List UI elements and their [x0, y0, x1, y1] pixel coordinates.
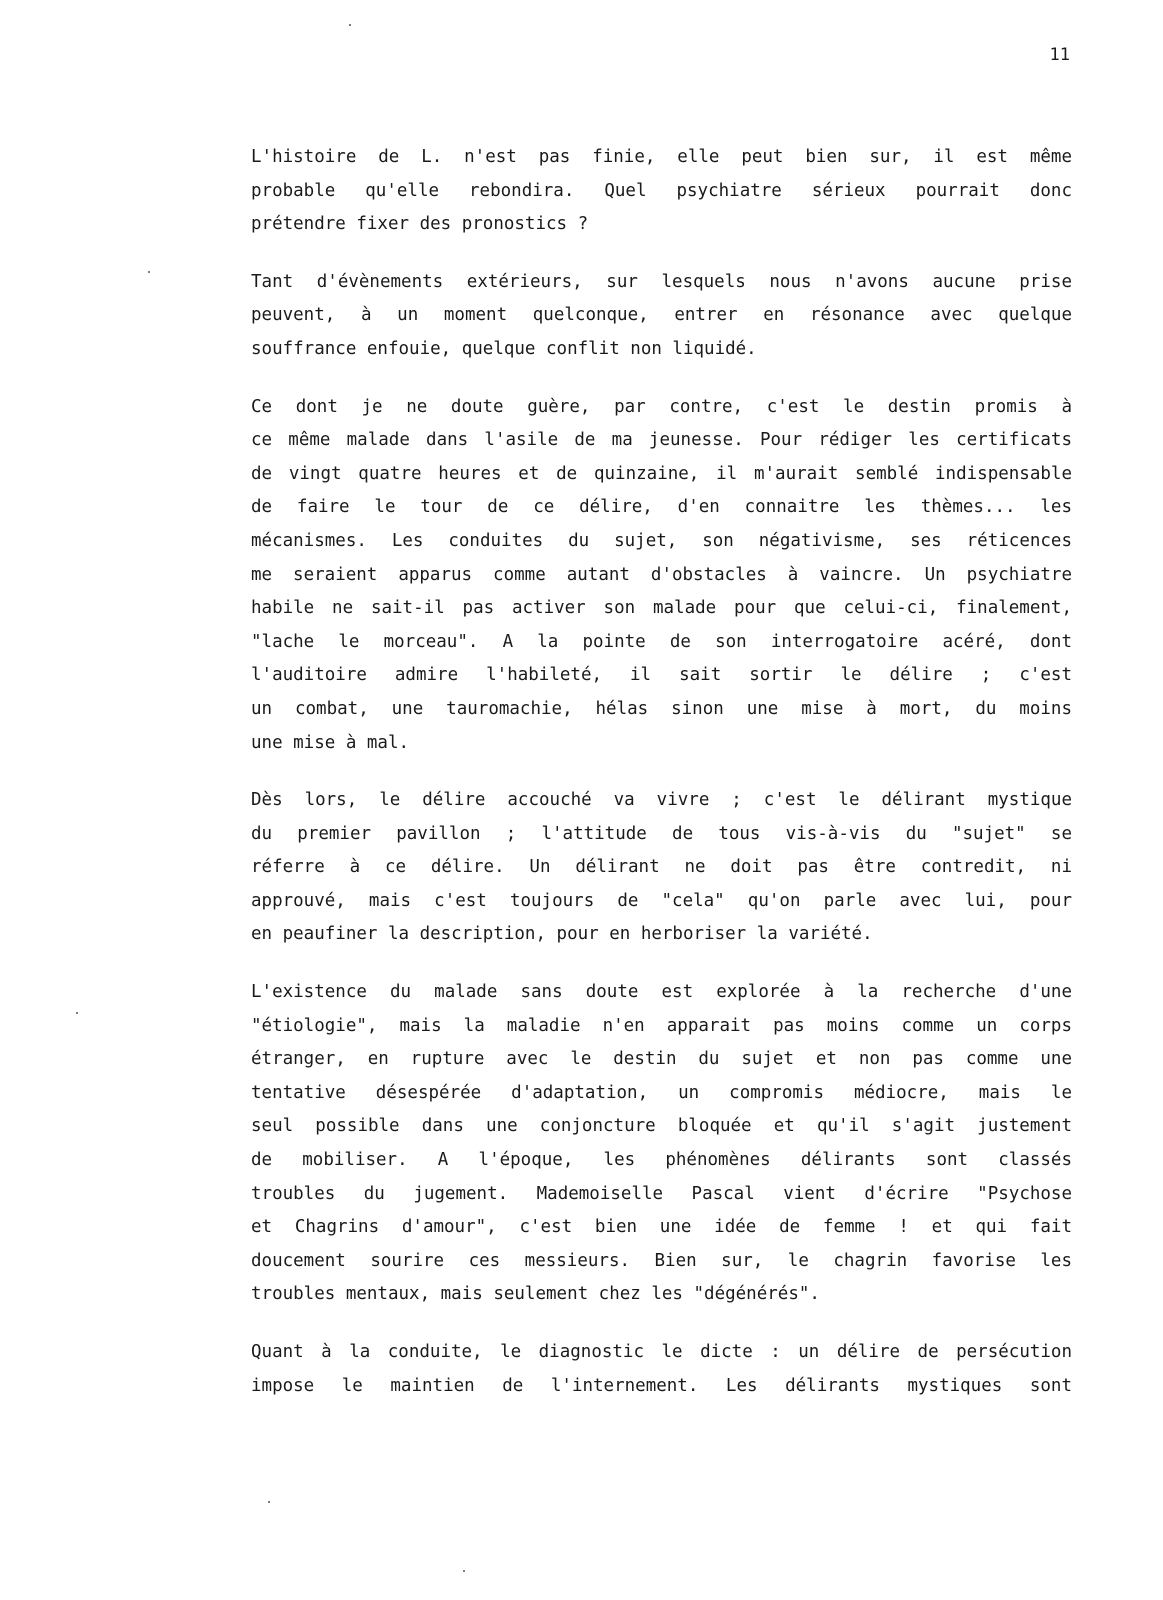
- scan-speck: [349, 24, 351, 26]
- text-line: mécanismes. Les conduites du sujet, son négativisme, ses réticences: [251, 530, 1072, 551]
- body-text: [251, 141, 1072, 1427]
- paragraph: [251, 266, 1072, 367]
- text-line: approuvé, mais c'est toujours de "cela" qu'on parle avec lui, pour: [251, 890, 1072, 911]
- text-line: probable qu'elle rebondira. Quel psychiatre sérieux pourrait donc: [251, 180, 1072, 201]
- text-line: de vingt quatre heures et de quinzaine, il m'aurait semblé indispensable: [251, 463, 1072, 484]
- scan-speck: [268, 1501, 270, 1503]
- text-line: ce même malade dans l'asile de ma jeunesse. Pour rédiger les certificats: [251, 430, 1072, 451]
- text-line: doucement sourire ces messieurs. Bien sur, le chagrin favorise les: [251, 1250, 1072, 1271]
- text-line: peuvent, à un moment quelconque, entrer en résonance avec quelque: [251, 305, 1072, 326]
- text-line: "étiologie", mais la maladie n'en apparait pas moins comme un corps: [251, 1015, 1072, 1036]
- scan-speck: [148, 271, 150, 273]
- text-line: Ce dont je ne doute guère, par contre, c'est le destin promis à: [251, 396, 1072, 417]
- text-line: du premier pavillon ; l'attitude de tous vis-à-vis du "sujet" se: [251, 823, 1072, 844]
- text-line: une mise à mal.: [251, 732, 410, 753]
- paragraph: [251, 1336, 1072, 1403]
- text-line: prétendre fixer des pronostics ?: [251, 214, 589, 235]
- paragraph: [251, 391, 1072, 761]
- text-line: habile ne sait-il pas activer son malade pour que celui-ci, finalement,: [251, 598, 1072, 619]
- paragraph: [251, 141, 1072, 242]
- text-line: Dès lors, le délire accouché va vivre ; c'est le délirant mystique: [251, 790, 1072, 811]
- paragraph: [251, 976, 1072, 1312]
- scan-speck: [76, 1012, 78, 1014]
- page-number: 11: [1049, 45, 1070, 65]
- text-line: de faire le tour de ce délire, d'en connaitre les thèmes... les: [251, 497, 1072, 518]
- text-line: L'existence du malade sans doute est explorée à la recherche d'une: [251, 982, 1072, 1003]
- text-line: L'histoire de L. n'est pas finie, elle peut bien sur, il est même: [251, 147, 1072, 167]
- text-line: tentative désespérée d'adaptation, un compromis médiocre, mais le: [251, 1082, 1072, 1103]
- text-line: seul possible dans une conjoncture bloquée et qu'il s'agit justement: [251, 1116, 1072, 1137]
- text-line: l'auditoire admire l'habileté, il sait sortir le délire ; c'est: [251, 665, 1072, 686]
- text-line: me seraient apparus comme autant d'obstacles à vaincre. Un psychiatre: [251, 564, 1072, 585]
- text-line: Quant à la conduite, le diagnostic le dicte : un délire de persécution: [251, 1342, 1072, 1362]
- text-line: étranger, en rupture avec le destin du sujet et non pas comme une: [251, 1049, 1072, 1070]
- scan-speck: [463, 1570, 465, 1572]
- text-line: un combat, une tauromachie, hélas sinon une mise à mort, du moins: [251, 698, 1072, 719]
- text-line: et Chagrins d'amour", c'est bien une idée de femme ! et qui fait: [251, 1217, 1072, 1238]
- text-line: souffrance enfouie, quelque conflit non liquidé.: [251, 338, 757, 359]
- text-line: Tant d'évènements extérieurs, sur lesquels nous n'avons aucune prise: [251, 271, 1072, 292]
- paragraph: [251, 784, 1072, 952]
- text-line: "lache le morceau". A la pointe de son interrogatoire acéré, dont: [251, 631, 1072, 652]
- text-line: réferre à ce délire. Un délirant ne doit pas être contredit, ni: [251, 857, 1072, 878]
- text-line: troubles mentaux, mais seulement chez les "dégénérés".: [251, 1284, 820, 1305]
- text-line: impose le maintien de l'internement. Les délirants mystiques sont: [251, 1375, 1072, 1396]
- text-line: en peaufiner la description, pour en herboriser la variété.: [251, 924, 873, 945]
- text-line: de mobiliser. A l'époque, les phénomènes délirants sont classés: [251, 1150, 1072, 1171]
- text-line: troubles du jugement. Mademoiselle Pascal vient d'écrire "Psychose: [251, 1183, 1072, 1204]
